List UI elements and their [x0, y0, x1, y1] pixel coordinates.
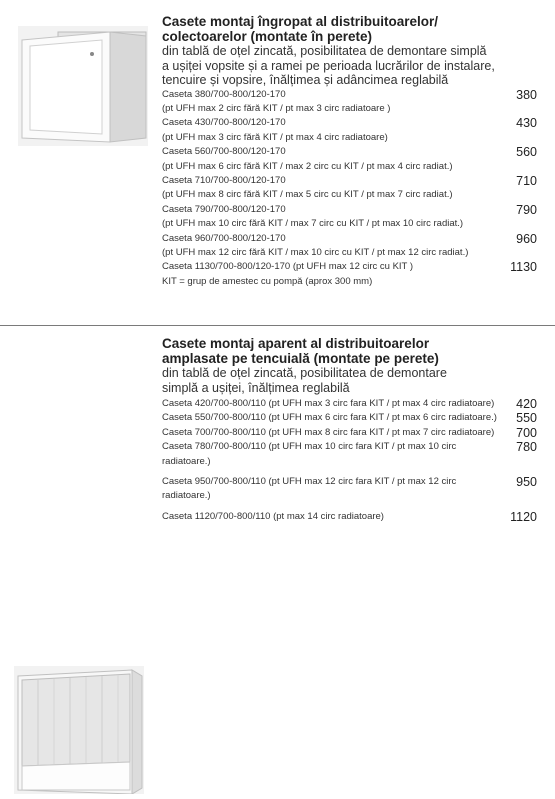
surface-box-illustration	[14, 666, 144, 794]
product-name: Caseta 710/700-800/120-170	[162, 174, 286, 186]
product-name: Caseta 380/700-800/120-170	[162, 88, 286, 100]
product-price: 710	[516, 173, 537, 188]
section-description-line: din tablă de oțel zincată, posibilitatea de demontare	[162, 366, 447, 380]
product-name: Caseta 1120/700-800/110 (pt max 14 circ radiatoare)	[162, 510, 384, 522]
product-name: Caseta 960/700-800/120-170	[162, 232, 286, 244]
product-name-row	[162, 232, 537, 246]
product-name: Caseta 780/700-800/110 (pt UFH max 10 circ fara KIT / pt max 10 circ	[162, 441, 457, 453]
section-title-line: colectoarelor (montate în perete)	[162, 29, 373, 44]
product-name: Caseta 430/700-800/120-170	[162, 117, 286, 129]
section-description-line: simplă a ușiței, înălțimea reglabilă	[162, 380, 350, 395]
product-detail: (pt UFH max 12 circ fără KIT / max 10 circ cu KIT / pt max 12 circ radiat.)	[162, 246, 469, 258]
product-row	[162, 440, 537, 454]
product-price: 780	[516, 440, 537, 455]
product-name-row	[162, 88, 537, 102]
flush-mount-text-column	[162, 14, 537, 289]
product-detail: (pt UFH max 10 circ fără KIT / max 7 circ cu KIT / pt max 10 circ radiat.)	[162, 218, 464, 230]
kit-note: KIT = grup de amestec cu pompă (aprox 300 mm)	[162, 275, 373, 287]
product-price: 790	[516, 202, 537, 217]
product-name: Caseta 1130/700-800/120-170 (pt UFH max 12 circ cu KIT )	[162, 261, 413, 273]
product-name: Caseta 950/700-800/110 (pt UFH max 12 circ fara KIT / pt max 12 circ	[162, 476, 457, 488]
product-price: 550	[516, 411, 537, 426]
flush-mount-box-image	[18, 26, 148, 146]
product-price: 1130	[510, 260, 537, 275]
product-price: 1120	[510, 509, 537, 524]
product-row	[162, 397, 537, 411]
product-name-row	[162, 203, 537, 217]
product-detail: (pt UFH max 6 circ fără KIT / max 2 circ cu KIT / pt max 4 circ radiat.)	[162, 160, 453, 172]
flush-box-illustration	[18, 26, 148, 146]
product-detail: (pt UFH max 3 circ fără KIT / pt max 4 circ radiatoare)	[162, 131, 388, 143]
product-detail: radiatoare.)	[162, 490, 211, 502]
product-name: Caseta 420/700-800/110 (pt UFH max 3 circ fara KIT / pt max 4 circ radiatoare)	[162, 398, 495, 409]
section-description-line: a ușiței vopsite și a ramei pe perioada lucrărilor de instalare,	[162, 58, 495, 73]
product-price: 960	[516, 231, 537, 246]
product-row	[162, 426, 537, 440]
product-row	[162, 510, 537, 524]
surface-mount-text-column	[162, 336, 537, 524]
flush-mount-boxes-section	[0, 0, 555, 325]
surface-mount-box-image	[14, 666, 144, 794]
product-name: Caseta 790/700-800/120-170	[162, 203, 286, 215]
section-description-line: tencuire și vopsire, înălțimea și adâncimea reglabilă	[162, 73, 449, 87]
product-detail: radiatoare.)	[162, 455, 211, 467]
product-row	[162, 411, 537, 425]
product-price: 380	[516, 87, 537, 102]
surface-mount-boxes-section	[0, 328, 555, 556]
section-title-line: amplasate pe tencuială (montate pe perete)	[162, 351, 439, 366]
product-price: 560	[516, 145, 537, 160]
product-price: 950	[516, 475, 537, 490]
product-detail: (pt UFH max 8 circ fără KIT / max 5 circ cu KIT / pt max 7 circ radiat.)	[162, 189, 453, 201]
product-detail: (pt UFH max 2 circ fără KIT / pt max 3 circ radiatoare )	[162, 102, 391, 114]
section-divider	[0, 325, 555, 326]
product-price: 430	[516, 116, 537, 131]
product-name: Caseta 560/700-800/120-170	[162, 146, 286, 158]
product-row	[162, 475, 537, 489]
product-name-row	[162, 260, 537, 274]
product-price: 700	[516, 425, 537, 440]
section-title-line: Casete montaj aparent al distribuitoarelor	[162, 336, 430, 351]
section-title-line: Casete montaj îngropat al distribuitoarelor/	[162, 14, 439, 29]
product-name-row	[162, 174, 537, 188]
product-name-row	[162, 145, 537, 159]
product-name: Caseta 550/700-800/110 (pt UFH max 6 circ fara KIT / pt max 6 circ radiatoare.)	[162, 412, 497, 424]
product-price: 420	[516, 397, 537, 411]
product-name-row	[162, 116, 537, 130]
section-description-line: din tablă de oțel zincată, posibilitatea de demontare simplă	[162, 44, 487, 58]
product-name: Caseta 700/700-800/110 (pt UFH max 8 circ fara KIT / pt max 7 circ radiatoare)	[162, 426, 495, 438]
